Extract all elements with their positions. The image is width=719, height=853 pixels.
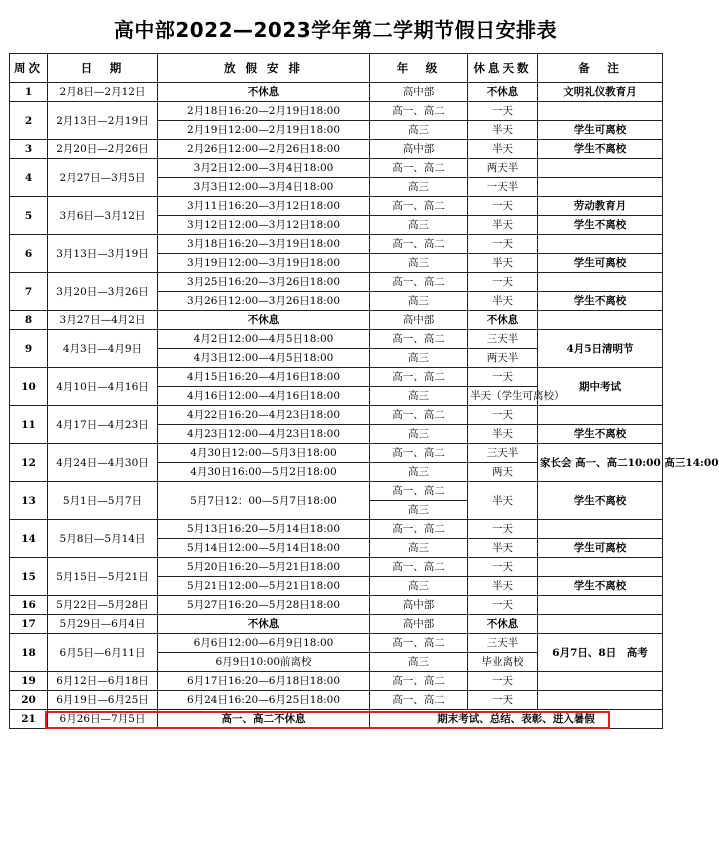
note-cell: 家长会 高一、高二10:00 高三14:00 <box>538 444 663 482</box>
days-cell: 毕业离校 <box>468 653 538 672</box>
week-cell: 4 <box>10 159 48 197</box>
plan-cell: 4月3日12:00—4月5日18:00 <box>158 349 370 368</box>
plan-cell: 6月17日16:20—6月18日18:00 <box>158 672 370 691</box>
grade-cell: 高三 <box>370 292 468 311</box>
grade-cell: 高中部 <box>370 615 468 634</box>
plan-cell: 5月27日16:20—5月28日18:00 <box>158 596 370 615</box>
note-cell: 6月7日、8日 高考 <box>538 634 663 672</box>
days-cell: 半天 <box>468 254 538 273</box>
days-cell: 半天 <box>468 121 538 140</box>
plan-cell: 3月2日12:00—3月4日18:00 <box>158 159 370 178</box>
grade-cell: 高一、高二 <box>370 368 468 387</box>
plan-cell: 3月18日16:20—3月19日18:00 <box>158 235 370 254</box>
grade-cell: 高一、高二 <box>370 444 468 463</box>
table-row <box>10 596 663 615</box>
days-cell: 三天半 <box>468 634 538 653</box>
days-cell: 一天半 <box>468 178 538 197</box>
note-cell: 学生不离校 <box>538 425 663 444</box>
plan-cell: 5月13日16:20—5月14日18:00 <box>158 520 370 539</box>
grade-cell: 高一、高二 <box>370 558 468 577</box>
grade-cell: 高三 <box>370 539 468 558</box>
days-cell: 不休息 <box>468 615 538 634</box>
plan-cell: 不休息 <box>158 615 370 634</box>
plan-cell: 4月16日12:00—4月16日18:00 <box>158 387 370 406</box>
table-row <box>10 102 663 121</box>
week-cell: 8 <box>10 311 48 330</box>
note-cell: 学生可离校 <box>538 121 663 140</box>
plan-cell: 3月26日12:00—3月26日18:00 <box>158 292 370 311</box>
plan-cell: 3月25日16:20—3月26日18:00 <box>158 273 370 292</box>
grade-cell: 高三 <box>370 463 468 482</box>
note-cell: 学生不离校 <box>538 482 663 520</box>
grade-cell: 高一、高二 <box>370 672 468 691</box>
note-cell <box>538 235 663 254</box>
date-cell: 2月13日—2月19日 <box>48 102 158 140</box>
holiday-schedule-table <box>9 53 719 729</box>
days-cell: 一天 <box>468 368 538 387</box>
week-cell: 17 <box>10 615 48 634</box>
table-row <box>10 311 663 330</box>
header-grade: 年 级 <box>370 54 468 83</box>
grade-cell: 高一、高二 <box>370 197 468 216</box>
date-cell: 6月5日—6月11日 <box>48 634 158 672</box>
table-row <box>10 558 663 577</box>
grade-cell: 高三 <box>370 653 468 672</box>
days-cell: 两天半 <box>468 349 538 368</box>
week-cell: 13 <box>10 482 48 520</box>
table-row <box>10 197 663 216</box>
note-cell: 学生不离校 <box>538 140 663 159</box>
table-row <box>10 691 663 710</box>
days-cell: 不休息 <box>468 83 538 102</box>
grade-cell: 高中部 <box>370 596 468 615</box>
plan-cell: 4月30日16:00—5月2日18:00 <box>158 463 370 482</box>
plan-cell: 3月12日12:00—3月12日18:00 <box>158 216 370 235</box>
table-row <box>10 159 663 178</box>
plan-cell: 6月24日16:20—6月25日18:00 <box>158 691 370 710</box>
plan-cell: 3月11日16:20—3月12日18:00 <box>158 197 370 216</box>
days-cell: 三天半 <box>468 330 538 349</box>
plan-cell: 不休息 <box>158 83 370 102</box>
grade-cell: 高一、高二 <box>370 406 468 425</box>
table-row <box>10 235 663 254</box>
note-cell: 学生不离校 <box>538 577 663 596</box>
week-cell: 21 <box>10 710 48 729</box>
table-row <box>10 615 663 634</box>
table-row <box>10 406 663 425</box>
week-cell: 2 <box>10 102 48 140</box>
days-cell: 半天 <box>468 539 538 558</box>
days-cell: 不休息 <box>468 311 538 330</box>
note-cell: 学生可离校 <box>538 254 663 273</box>
note-cell: 劳动教育月 <box>538 197 663 216</box>
grade-cell: 高三 <box>370 254 468 273</box>
grade-cell: 高三 <box>370 121 468 140</box>
week-cell: 7 <box>10 273 48 311</box>
note-cell <box>538 672 663 691</box>
table-row <box>10 368 663 387</box>
note-cell <box>538 520 663 539</box>
grade-cell: 高一、高二 <box>370 520 468 539</box>
table-body <box>10 83 719 729</box>
date-cell: 4月24日—4月30日 <box>48 444 158 482</box>
week-cell: 12 <box>10 444 48 482</box>
plan-cell: 不休息 <box>158 311 370 330</box>
week-cell: 10 <box>10 368 48 406</box>
grade-cell: 高一、高二 <box>370 634 468 653</box>
table-row <box>10 520 663 539</box>
plan-cell: 高一、高二不休息 <box>158 710 370 729</box>
week-cell: 15 <box>10 558 48 596</box>
date-cell: 5月1日—5月7日 <box>48 482 158 520</box>
date-cell: 4月10日—4月16日 <box>48 368 158 406</box>
week-cell: 1 <box>10 83 48 102</box>
table-row <box>10 140 663 159</box>
note-cell <box>538 311 663 330</box>
days-cell: 一天 <box>468 596 538 615</box>
date-cell: 5月8日—5月14日 <box>48 520 158 558</box>
week-cell: 3 <box>10 140 48 159</box>
date-cell: 5月15日—5月21日 <box>48 558 158 596</box>
plan-cell: 3月19日12:00—3月19日18:00 <box>158 254 370 273</box>
note-cell: 期中考试 <box>538 368 663 406</box>
week-cell: 5 <box>10 197 48 235</box>
table-row <box>10 672 663 691</box>
date-cell: 3月6日—3月12日 <box>48 197 158 235</box>
note-cell <box>538 178 663 197</box>
days-cell: 两天半 <box>468 159 538 178</box>
days-cell: 半天 <box>468 216 538 235</box>
grade-cell: 高一、高二 <box>370 102 468 121</box>
date-cell: 3月13日—3月19日 <box>48 235 158 273</box>
days-cell: 一天 <box>468 197 538 216</box>
header-plan: 放 假 安 排 <box>158 54 370 83</box>
grade-cell: 高中部 <box>370 140 468 159</box>
note-cell <box>538 615 663 634</box>
grade-cell: 高一、高二 <box>370 273 468 292</box>
grade-cell: 高三 <box>370 501 468 520</box>
table-row <box>10 634 663 653</box>
table-row <box>10 83 663 102</box>
summary-cell: 期末考试、总结、表彰、进入暑假 <box>370 710 663 729</box>
week-cell: 6 <box>10 235 48 273</box>
days-cell: 半天（学生可离校） <box>468 387 538 406</box>
days-cell: 半天 <box>468 425 538 444</box>
header-date: 日 期 <box>48 54 158 83</box>
plan-cell: 2月19日12:00—2月19日18:00 <box>158 121 370 140</box>
plan-cell: 2月26日12:00—2月26日18:00 <box>158 140 370 159</box>
week-cell: 9 <box>10 330 48 368</box>
page-title: 高中部2022—2023学年第二学期节假日安排表 <box>113 18 558 42</box>
note-cell <box>538 558 663 577</box>
week-cell: 18 <box>10 634 48 672</box>
note-cell: 4月5日清明节 <box>538 330 663 368</box>
note-cell <box>538 159 663 178</box>
plan-cell: 3月3日12:00—3月4日18:00 <box>158 178 370 197</box>
days-cell: 两天 <box>468 463 538 482</box>
table-row <box>10 330 663 349</box>
plan-cell: 2月18日16:20—2月19日18:00 <box>158 102 370 121</box>
days-cell: 一天 <box>468 672 538 691</box>
note-cell <box>538 273 663 292</box>
week-cell: 20 <box>10 691 48 710</box>
days-cell: 半天 <box>468 482 538 520</box>
note-cell: 学生不离校 <box>538 292 663 311</box>
grade-cell: 高一、高二 <box>370 235 468 254</box>
week-cell: 14 <box>10 520 48 558</box>
note-cell: 学生不离校 <box>538 216 663 235</box>
date-cell: 5月22日—5月28日 <box>48 596 158 615</box>
header-week: 周次 <box>10 54 48 83</box>
table-header-row <box>10 54 663 83</box>
plan-cell: 4月15日16:20—4月16日18:00 <box>158 368 370 387</box>
note-cell: 文明礼仪教育月 <box>538 83 663 102</box>
date-cell: 5月29日—6月4日 <box>48 615 158 634</box>
note-cell <box>538 691 663 710</box>
plan-cell: 4月2日12:00—4月5日18:00 <box>158 330 370 349</box>
days-cell: 半天 <box>468 140 538 159</box>
days-cell: 三天半 <box>468 444 538 463</box>
grade-cell: 高中部 <box>370 311 468 330</box>
plan-cell: 5月7日12：00—5月7日18:00 <box>158 482 370 520</box>
week-cell: 11 <box>10 406 48 444</box>
plan-cell: 6月9日10:00前离校 <box>158 653 370 672</box>
grade-cell: 高三 <box>370 577 468 596</box>
date-cell: 4月17日—4月23日 <box>48 406 158 444</box>
table-row <box>10 273 663 292</box>
days-cell: 一天 <box>468 235 538 254</box>
header-days: 休息天数 <box>468 54 538 83</box>
days-cell: 一天 <box>468 406 538 425</box>
date-cell: 6月26日—7月5日 <box>48 710 158 729</box>
date-cell: 3月27日—4月2日 <box>48 311 158 330</box>
note-cell: 学生可离校 <box>538 539 663 558</box>
table-row <box>10 482 663 501</box>
date-cell: 3月20日—3月26日 <box>48 273 158 311</box>
table-row <box>10 710 663 729</box>
grade-cell: 高三 <box>370 349 468 368</box>
days-cell: 一天 <box>468 102 538 121</box>
date-cell: 6月19日—6月25日 <box>48 691 158 710</box>
grade-cell: 高三 <box>370 178 468 197</box>
week-cell: 16 <box>10 596 48 615</box>
note-cell <box>538 102 663 121</box>
days-cell: 半天 <box>468 292 538 311</box>
grade-cell: 高三 <box>370 216 468 235</box>
plan-cell: 4月30日12:00—5月3日18:00 <box>158 444 370 463</box>
days-cell: 一天 <box>468 558 538 577</box>
header-notes: 备 注 <box>538 54 663 83</box>
grade-cell: 高一、高二 <box>370 330 468 349</box>
days-cell: 一天 <box>468 520 538 539</box>
plan-cell: 6月6日12:00—6月9日18:00 <box>158 634 370 653</box>
plan-cell: 5月20日16:20—5月21日18:00 <box>158 558 370 577</box>
grade-cell: 高一、高二 <box>370 482 468 501</box>
grade-cell: 高一、高二 <box>370 691 468 710</box>
date-cell: 2月20日—2月26日 <box>48 140 158 159</box>
note-cell <box>538 596 663 615</box>
days-cell: 一天 <box>468 691 538 710</box>
note-cell <box>538 406 663 425</box>
days-cell: 半天 <box>468 577 538 596</box>
date-cell: 2月27日—3月5日 <box>48 159 158 197</box>
grade-cell: 高中部 <box>370 83 468 102</box>
grade-cell: 高三 <box>370 387 468 406</box>
plan-cell: 4月23日12:00—4月23日18:00 <box>158 425 370 444</box>
date-cell: 6月12日—6月18日 <box>48 672 158 691</box>
plan-cell: 5月21日12:00—5月21日18:00 <box>158 577 370 596</box>
date-cell: 4月3日—4月9日 <box>48 330 158 368</box>
week-cell: 19 <box>10 672 48 691</box>
plan-cell: 4月22日16:20—4月23日18:00 <box>158 406 370 425</box>
grade-cell: 高三 <box>370 425 468 444</box>
grade-cell: 高一、高二 <box>370 159 468 178</box>
date-cell: 2月8日—2月12日 <box>48 83 158 102</box>
days-cell: 一天 <box>468 273 538 292</box>
table-row <box>10 444 663 463</box>
plan-cell: 5月14日12:00—5月14日18:00 <box>158 539 370 558</box>
